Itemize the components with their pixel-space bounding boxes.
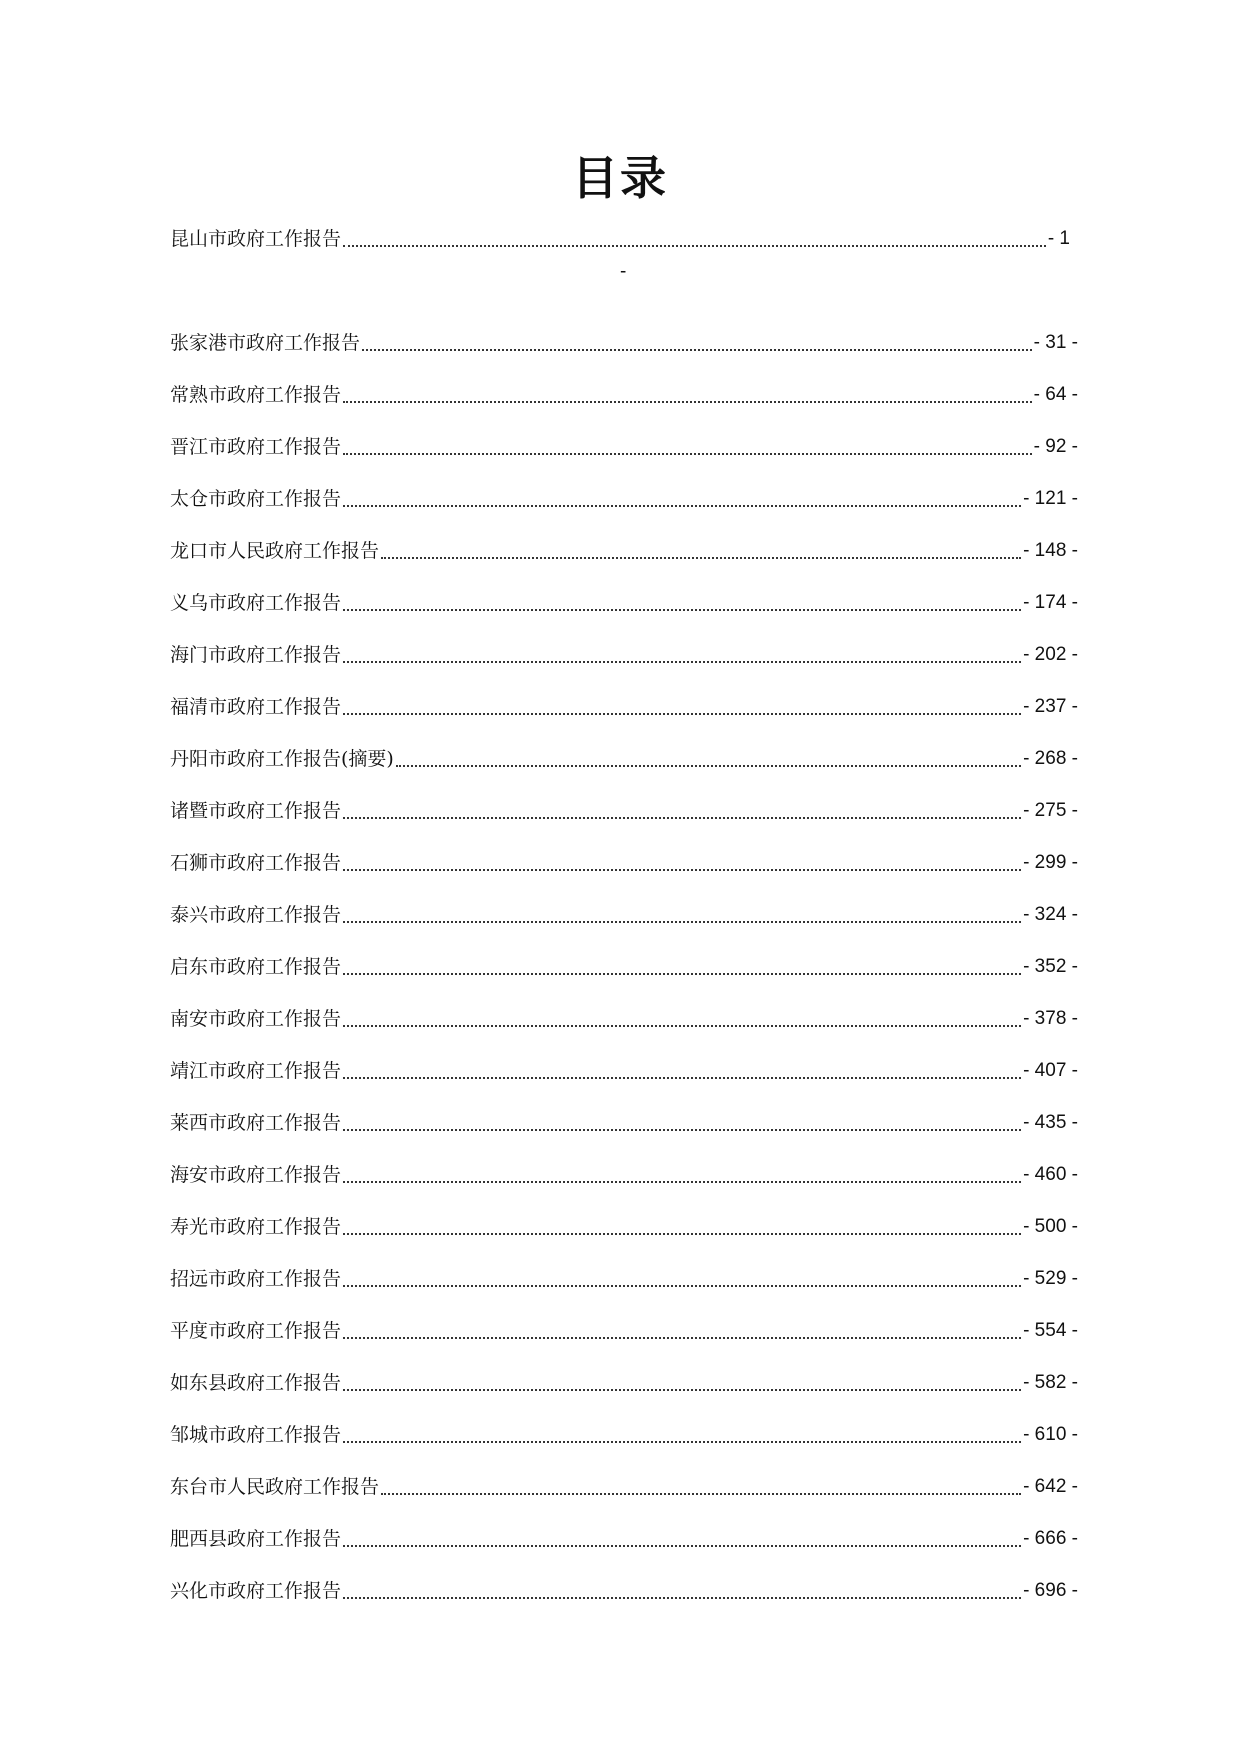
toc-entry-page: - 64 -	[1033, 384, 1078, 405]
toc-entry-page: - 92 -	[1033, 436, 1078, 457]
toc-entry[interactable]	[170, 516, 1078, 568]
toc-entry[interactable]	[170, 880, 1078, 932]
toc-entry[interactable]	[170, 308, 1078, 360]
toc-entry-label: 泰兴市政府工作报告	[170, 904, 342, 926]
toc-entry[interactable]	[170, 412, 1078, 464]
dot-leader	[343, 869, 1021, 871]
dot-leader	[343, 1441, 1021, 1443]
toc-entry-label: 邹城市政府工作报告	[170, 1424, 342, 1446]
page-title: 目录	[572, 151, 668, 205]
toc-entry[interactable]	[170, 1348, 1078, 1400]
dot-leader	[343, 401, 1032, 403]
dot-leader	[343, 1545, 1021, 1547]
toc-entry[interactable]	[170, 672, 1078, 724]
toc-entry-label: 海门市政府工作报告	[170, 644, 342, 666]
toc-entry-label: 如东县政府工作报告	[170, 1372, 342, 1394]
toc-entry-page: - 554 -	[1023, 1320, 1078, 1341]
dot-leader	[343, 453, 1032, 455]
toc-entry[interactable]	[170, 932, 1078, 984]
toc-entry-page: - 642 -	[1023, 1476, 1078, 1497]
dot-leader	[343, 609, 1021, 611]
toc-entry-page: - 500 -	[1023, 1216, 1078, 1237]
toc-entry-label: 招远市政府工作报告	[170, 1268, 342, 1290]
toc-entry[interactable]	[170, 1088, 1078, 1140]
toc-entry-label: 丹阳市政府工作报告(摘要)	[170, 748, 394, 770]
toc-entry-label: 义乌市政府工作报告	[170, 592, 342, 614]
dot-leader	[343, 1181, 1021, 1183]
toc-entry[interactable]	[170, 724, 1078, 776]
toc-entry[interactable]	[170, 620, 1078, 672]
toc-entry-label: 寿光市政府工作报告	[170, 1216, 342, 1238]
toc-entry-label: 张家港市政府工作报告	[170, 332, 361, 354]
toc-entry-page: - 378 -	[1023, 1008, 1078, 1029]
toc-entry-page: - 148 -	[1023, 540, 1078, 561]
toc-entry[interactable]	[170, 222, 1078, 308]
dot-leader	[381, 1493, 1021, 1495]
toc-entry-page: - 202 -	[1023, 644, 1078, 665]
dot-leader	[343, 973, 1021, 975]
toc-entry-label: 靖江市政府工作报告	[170, 1060, 342, 1082]
dot-leader	[343, 1285, 1021, 1287]
toc-entry-page: - 299 -	[1023, 852, 1078, 873]
toc-entry-page: - 237 -	[1023, 696, 1078, 717]
dot-leader	[343, 1597, 1021, 1599]
toc-entry-label: 兴化市政府工作报告	[170, 1580, 342, 1602]
toc-entry-page: - 31 -	[1033, 332, 1078, 353]
dot-leader	[343, 713, 1021, 715]
toc-entry-label: 晋江市政府工作报告	[170, 436, 342, 458]
dot-leader	[343, 1389, 1021, 1391]
dot-leader	[343, 817, 1021, 819]
toc-entry[interactable]	[170, 1400, 1078, 1452]
dot-leader	[343, 1077, 1021, 1079]
toc-entry-label: 东台市人民政府工作报告	[170, 1476, 380, 1498]
toc-entry[interactable]	[170, 1192, 1078, 1244]
toc-entry-page: - 435 -	[1023, 1112, 1078, 1133]
dot-leader	[343, 661, 1021, 663]
toc-entry[interactable]	[170, 828, 1078, 880]
toc-entry-row	[170, 222, 1070, 256]
toc-entry-page: - 666 -	[1023, 1528, 1078, 1549]
toc-entry[interactable]	[170, 568, 1078, 620]
toc-entry[interactable]	[170, 1036, 1078, 1088]
dot-leader	[381, 557, 1021, 559]
toc-entry-label: 昆山市政府工作报告	[170, 228, 342, 250]
toc-entry[interactable]	[170, 1244, 1078, 1296]
toc-entry-label: 南安市政府工作报告	[170, 1008, 342, 1030]
toc-entry-label: 肥西县政府工作报告	[170, 1528, 342, 1550]
toc-entry[interactable]	[170, 776, 1078, 828]
toc-entry-page: - 268 -	[1023, 748, 1078, 769]
dot-leader	[343, 1025, 1021, 1027]
toc-entry-label: 莱西市政府工作报告	[170, 1112, 342, 1134]
toc-entry[interactable]	[170, 1556, 1078, 1608]
toc-entry-label: 常熟市政府工作报告	[170, 384, 342, 406]
toc-entry-page: - 582 -	[1023, 1372, 1078, 1393]
toc-entry-page: - 324 -	[1023, 904, 1078, 925]
toc-entry[interactable]	[170, 1296, 1078, 1348]
toc-entry-label: 海安市政府工作报告	[170, 1164, 342, 1186]
toc-entry-label: 石狮市政府工作报告	[170, 852, 342, 874]
dot-leader	[396, 765, 1021, 767]
dot-leader	[362, 349, 1032, 351]
toc-entry-label: 龙口市人民政府工作报告	[170, 540, 380, 562]
dot-leader	[343, 1129, 1021, 1131]
toc-entry-page: - 121 -	[1023, 488, 1078, 509]
toc-entry-page: - 407 -	[1023, 1060, 1078, 1081]
toc-entry[interactable]	[170, 1140, 1078, 1192]
toc-entry[interactable]	[170, 360, 1078, 412]
toc-entry-page-wrap: -	[620, 261, 627, 282]
toc-entry-page: - 460 -	[1023, 1164, 1078, 1185]
toc-entry-page: - 529 -	[1023, 1268, 1078, 1289]
toc-entry-label: 平度市政府工作报告	[170, 1320, 342, 1342]
toc-entry-label: 太仓市政府工作报告	[170, 488, 342, 510]
toc-entry[interactable]	[170, 1452, 1078, 1504]
toc-entry-page: - 352 -	[1023, 956, 1078, 977]
toc-entry-label: 诸暨市政府工作报告	[170, 800, 342, 822]
toc-entry-page: - 696 -	[1023, 1580, 1078, 1601]
toc-entry[interactable]	[170, 1504, 1078, 1556]
toc-entry-page: - 275 -	[1023, 800, 1078, 821]
dot-leader	[343, 245, 1046, 247]
toc-entry-label: 福清市政府工作报告	[170, 696, 342, 718]
dot-leader	[343, 1233, 1021, 1235]
toc-entry[interactable]	[170, 464, 1078, 516]
toc-entry-page: - 174 -	[1023, 592, 1078, 613]
toc-list	[170, 222, 1078, 1608]
toc-entry-page: - 1	[1047, 228, 1070, 249]
dot-leader	[343, 1337, 1021, 1339]
dot-leader	[343, 505, 1021, 507]
toc-entry[interactable]	[170, 984, 1078, 1036]
toc-entry-page: - 610 -	[1023, 1424, 1078, 1445]
toc-entry-label: 启东市政府工作报告	[170, 956, 342, 978]
dot-leader	[343, 921, 1021, 923]
